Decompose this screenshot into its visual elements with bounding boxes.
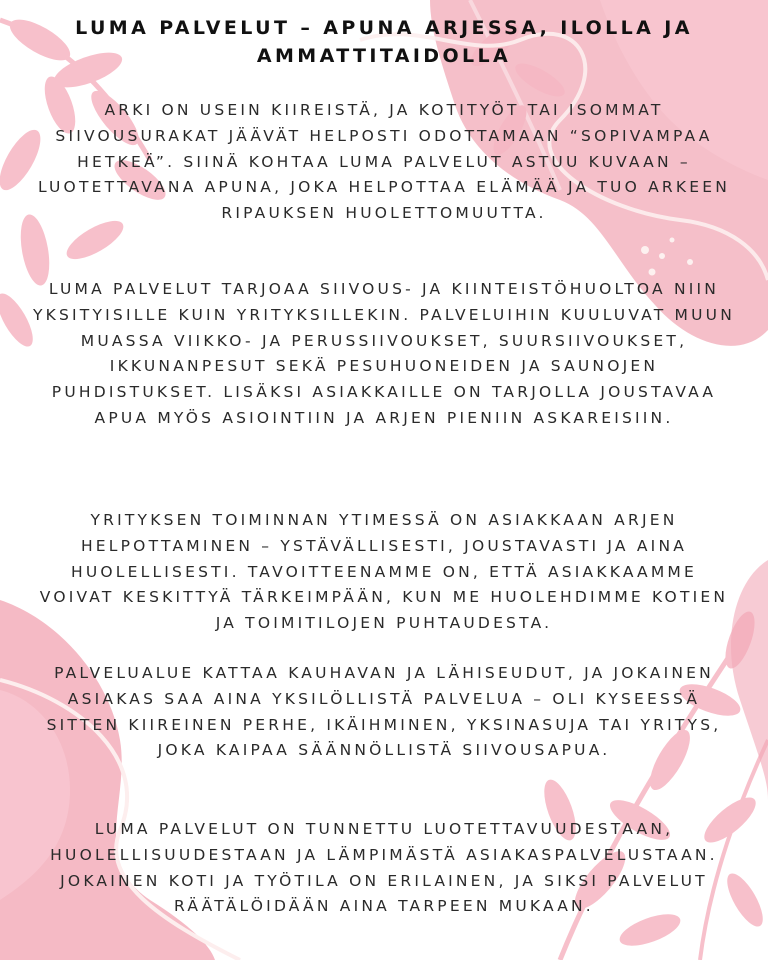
page-title: LUMA PALVELUT – APUNA ARJESSA, ILOLLA JA AMMATTITAIDOLLA [75, 17, 693, 67]
paragraph-services: LUMA PALVELUT TARJOAA SIIVOUS- JA KIINTEISTÖHUOLTOA NIIN YKSITYISILLE KUIN YRITYKSILLEKIN. PALVELUIHIN KUULUVAT MUUN MUASSA VIIKKO- JA PERUSSIIVOUKSET, SUURSIIVOUKSET, IKKUNANPESUT SEKÄ PESUHUONEIDEN JA SAUNOJEN PUHDISTUKSET. LISÄKSI ASIAKKAILLE ON TARJOLLA JOUSTAVAA APUA MYÖS ASIOINTIIN JA ARJEN PIENIIN ASKAREISIIN. [32, 280, 736, 427]
paragraph-reputation: LUMA PALVELUT ON TUNNETTU LUOTETTAVUUDESTAAN, HUOLELLISUUDESTAAN JA LÄMPIMÄSTÄ ASIAKASPALVELUSTAAN. JOKAINEN KOTI JA TYÖTILA ON ERILAINEN, JA SIKSI PALVELUT RÄÄTÄLÖIDÄÄN AINA TARPEEN MUKAAN. [50, 820, 718, 916]
paragraph-intro: ARKI ON USEIN KIIREISTÄ, JA KOTITYÖT TAI ISOMMAT SIIVOUSURAKAT JÄÄVÄT HELPOSTI ODOTTAMAAN “SOPIVAMPAA HETKEÄ”. SIINÄ KOHTAA LUMA PALVELUT ASTUU KUVAAN – LUOTETTAVANA APUNA, JOKA HELPOTTAA ELÄMÄÄ JA TUO ARKEEN RIPAUKSEN HUOLETTOMUUTTA. [37, 101, 731, 223]
paragraph-service-area: PALVELUALUE KATTAA KAUHAVAN JA LÄHISEUDUT, JA JOKAINEN ASIAKAS SAA AINA YKSILÖLLISTÄ PALVELUA – OLI KYSEESSÄ SITTEN KIIREINEN PERHE, IKÄIHMINEN, YKSINASUJA TAI YRITYS, JOKA KAIPAA SÄÄNNÖLLISTÄ SIIVOUSAPUA. [46, 664, 722, 760]
paragraph-mission: YRITYKSEN TOIMINNAN YTIMESSÄ ON ASIAKKAAN ARJEN HELPOTTAMINEN – YSTÄVÄLLISESTI, JOUSTAVASTI JA AINA HUOLELLISESTI. TAVOITTEENAMME ON, ETTÄ ASIAKKAAMME VOIVAT KESKITTYÄ TÄRKEIMPÄÄN, KUN ME HUOLEHDIMME KOTIEN JA TOIMITILOJEN PUHTAUDESTA. [39, 511, 729, 633]
